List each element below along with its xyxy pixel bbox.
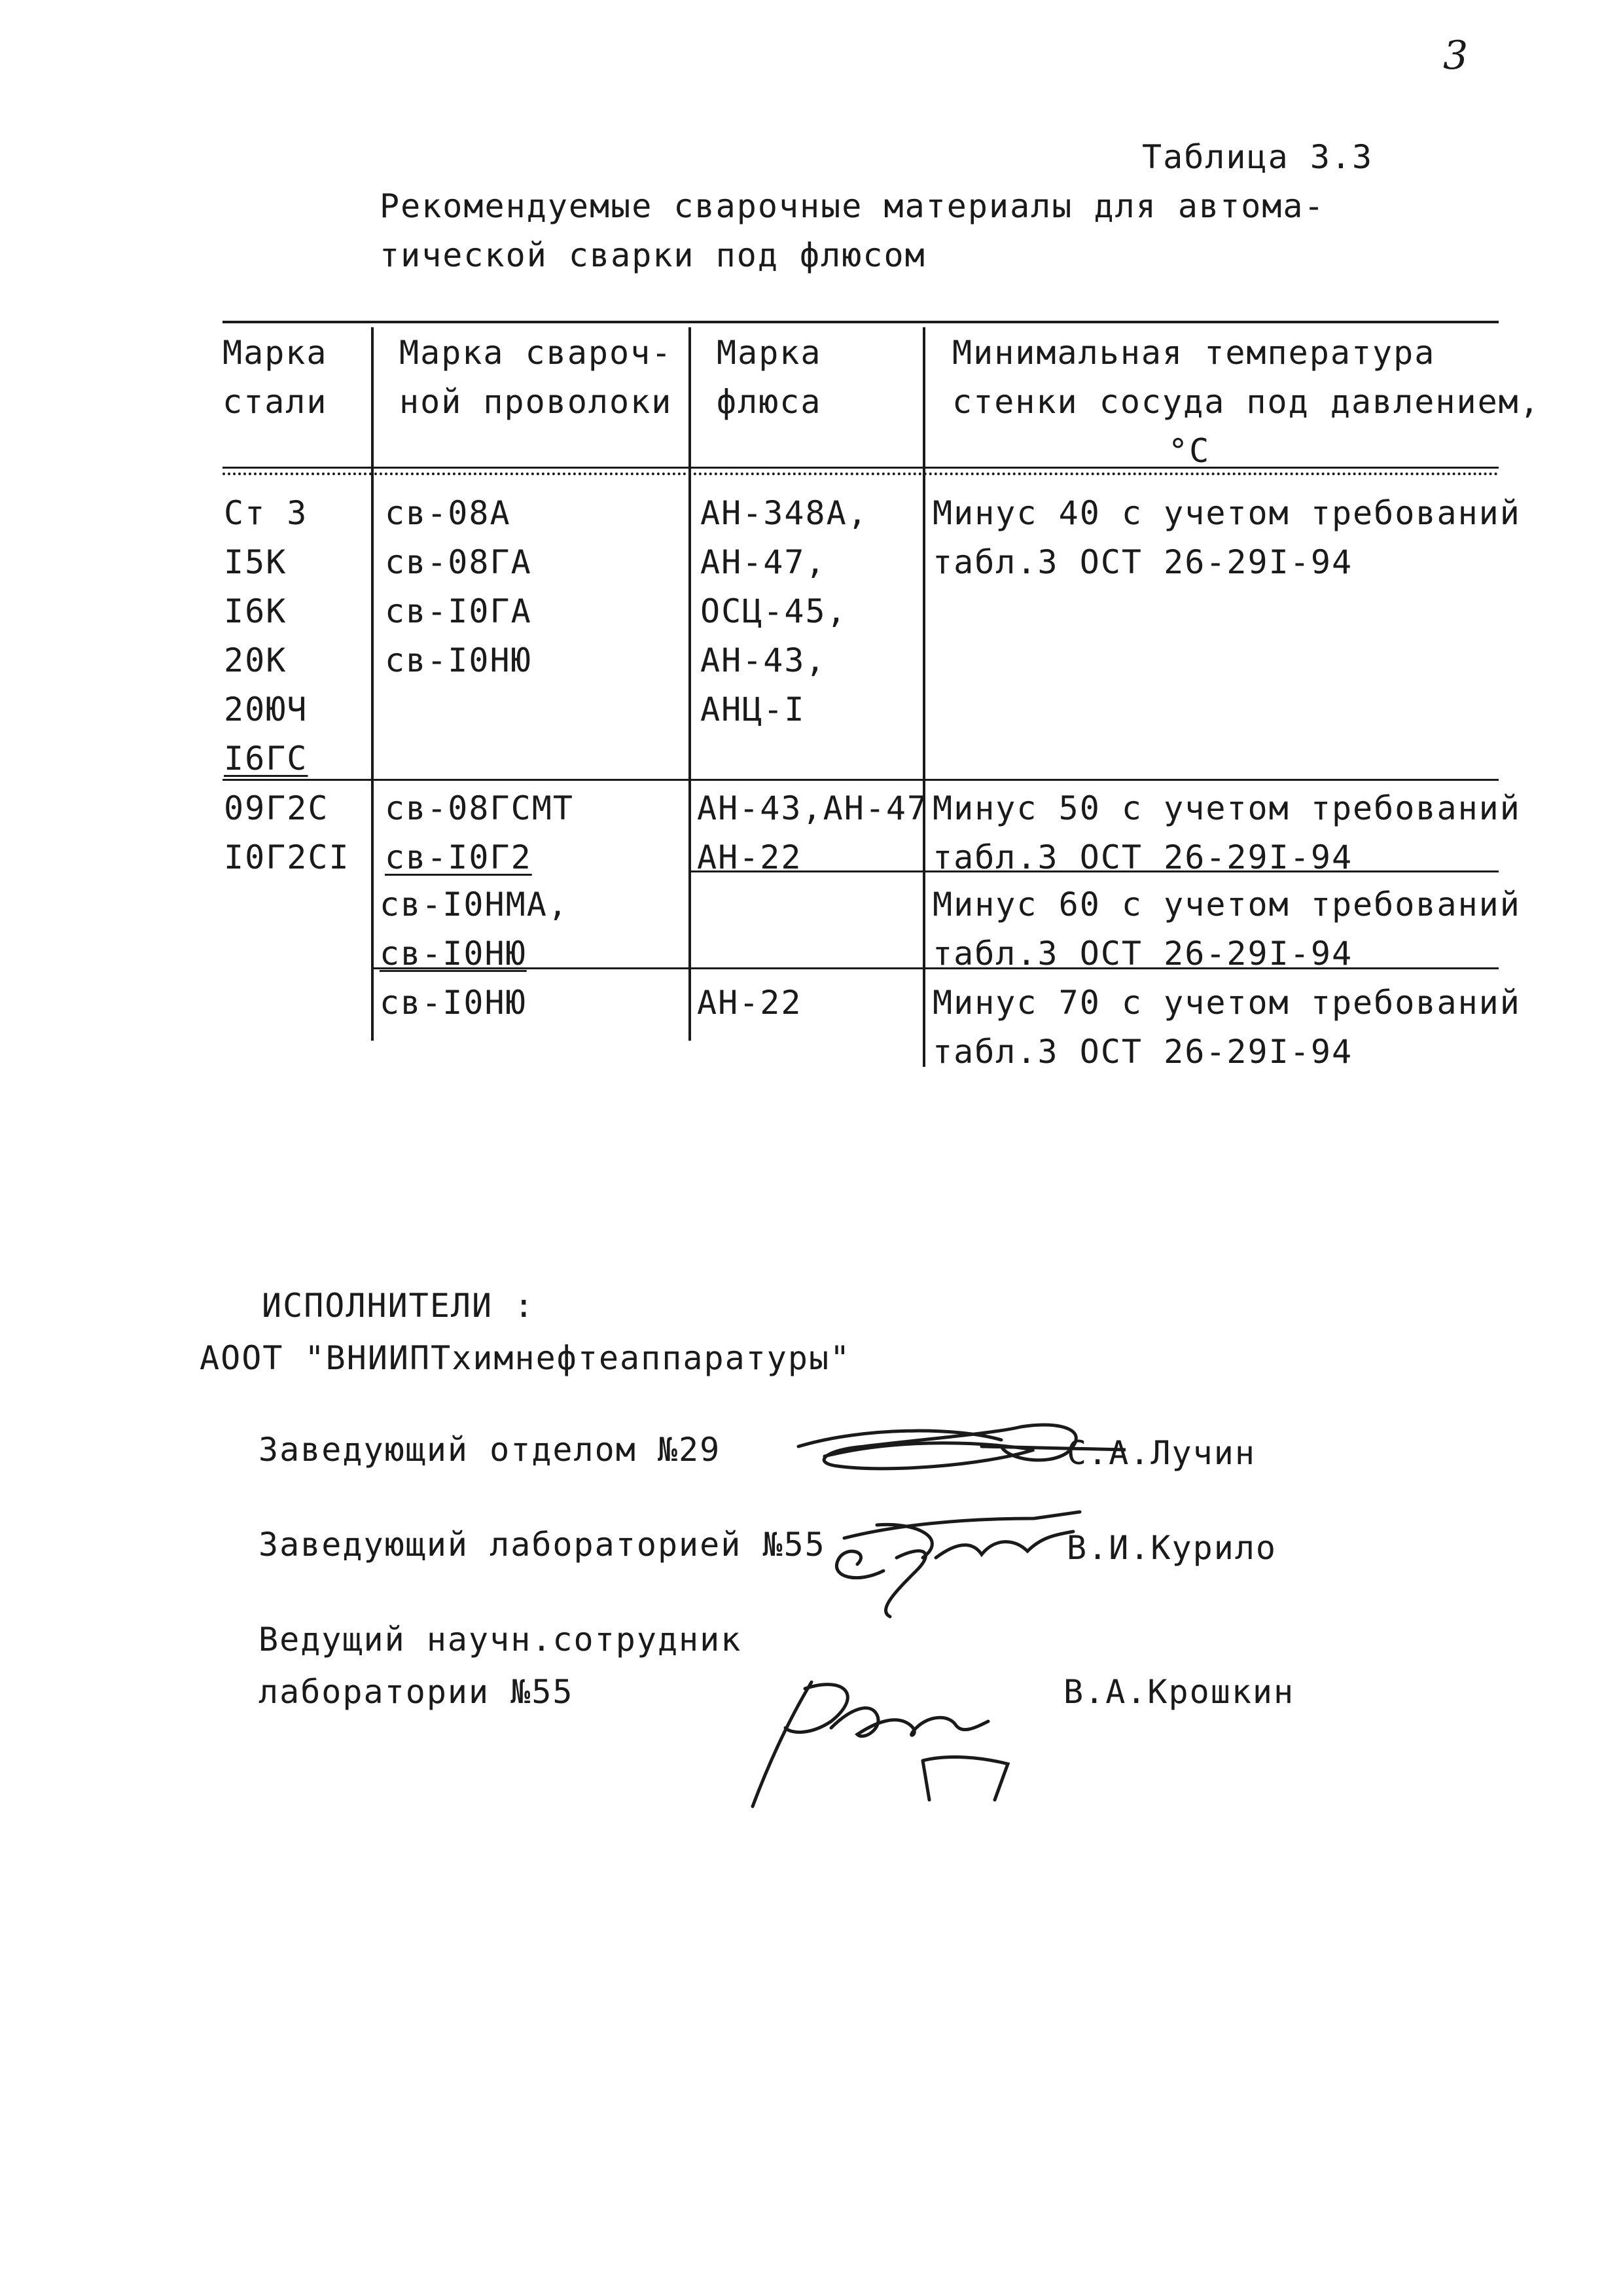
executors-heading: ИСПОЛНИТЕЛИ :: [262, 1287, 535, 1325]
group1-wires: св-08А св-08ГА св-I0ГА св-I0НЮ: [385, 494, 532, 679]
group2-row1-fluxes: АН-43,АН-47 АН-22: [697, 789, 929, 876]
group1-temperature: Минус 40 с учетом требований табл.3 ОСТ 26-29I-94: [933, 494, 1521, 581]
group2-row2-temperature: Минус 60 с учетом требований табл.3 ОСТ 26-29I-94: [933, 886, 1521, 973]
group1-fluxes: АН-348А, АН-47, ОСЦ-45, АН-43, АНЦ-I: [700, 494, 868, 728]
table-title-line-1: Рекомендуемые сварочные материалы для автома-: [380, 187, 1325, 225]
group2-row1-temperature: Минус 50 с учетом требований табл.3 ОСТ 26-29I-94: [933, 789, 1521, 876]
signature-3: [733, 1662, 1021, 1820]
group2-row3-fluxes: АН-22: [697, 984, 802, 1022]
header-steel-grade: Марка стали: [223, 334, 328, 421]
group2-row2-wires: св-I0НМА, св-I0НЮ: [380, 886, 569, 973]
header-wire-grade: Марка свароч- ной проволоки: [399, 334, 673, 421]
signatory-3-position-line-1: Ведущий научн.сотрудник: [259, 1621, 742, 1659]
signature-1: [785, 1401, 1126, 1492]
group2-row3-wires: св-I0НЮ: [380, 984, 527, 1022]
page-number: 3: [1443, 33, 1469, 79]
header-min-temperature: Минимальная температура стенки сосуда под давлением, °C: [952, 334, 1541, 470]
group2-row3-temperature: Минус 70 с учетом требований табл.3 ОСТ 26-29I-94: [933, 984, 1521, 1071]
signature-2: [818, 1499, 1093, 1623]
table-title-line-2: тической сварки под флюсом: [380, 236, 926, 274]
header-flux-grade: Марка флюса: [717, 334, 822, 421]
group2-row1-wires: св-08ГСМТ св-I0Г2: [385, 789, 574, 876]
signatory-2-position: Заведующий лабораторией №55: [259, 1526, 826, 1564]
signatory-1-name: С.А.Лучин: [1067, 1434, 1256, 1472]
signatory-1-position: Заведующий отделом №29: [259, 1431, 721, 1469]
signatory-3-name: В.А.Крошкин: [1063, 1673, 1295, 1711]
signatory-2-name: В.И.Курило: [1067, 1529, 1277, 1567]
group1-steels: Ст 3 I5K I6K 20K 20ЮЧ I6ГС: [224, 494, 308, 778]
executors-organization: АООТ "ВНИИПТхимнефтеаппаратуры": [200, 1339, 851, 1377]
group2-steels: 09Г2С I0Г2СI: [224, 789, 350, 876]
table-caption: Таблица 3.3: [1142, 138, 1374, 176]
signatory-3-position-line-2: лаборатории №55: [259, 1673, 574, 1711]
